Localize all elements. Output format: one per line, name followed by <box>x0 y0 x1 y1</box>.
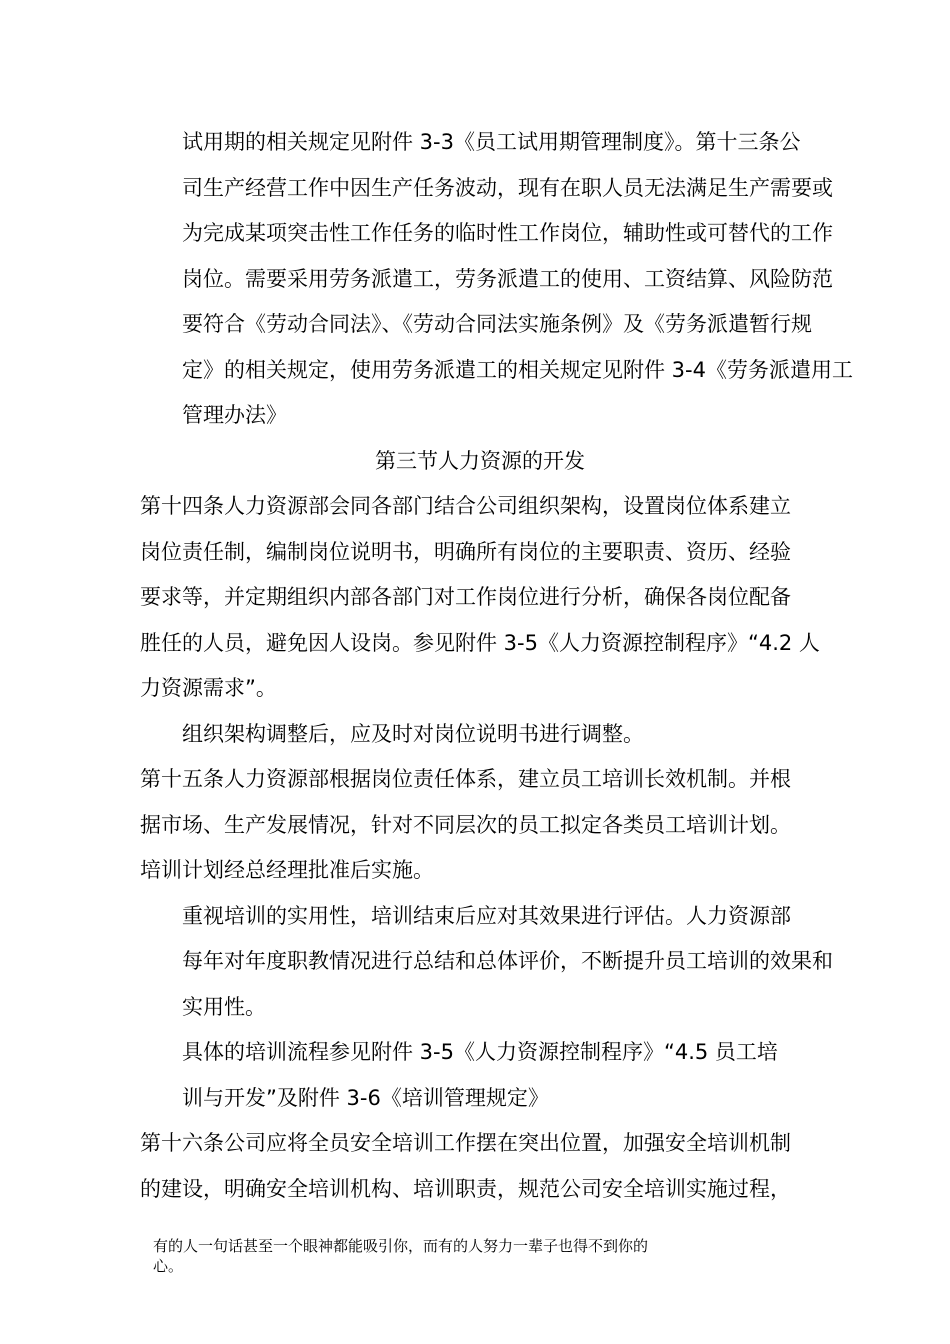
text-line: 实用性。 <box>182 994 266 1019</box>
paragraph-probation-dispatch <box>140 120 853 439</box>
text-line: 管理办法》 <box>182 403 287 427</box>
section-heading <box>140 439 820 485</box>
footer-line: 有的人一句话甚至一个眼神都能吸引你，而有的人努力一辈子也得不到你的 <box>153 1237 649 1255</box>
text-line: 力资源需求”。 <box>140 676 277 700</box>
text-line: 据市场、生产发展情况，针对不同层次的员工拟定各类员工培训计划。 <box>140 812 791 837</box>
text-line: 胜任的人员，避免因人设岗。参见附件 3-5《人力资源控制程序》“4.2 人 <box>140 630 820 655</box>
text-line: 岗位责任制，编制岗位说明书，明确所有岗位的主要职责、资历、经验 <box>140 539 791 564</box>
paragraph-training-process <box>140 1030 820 1121</box>
footer-line: 心。 <box>153 1257 184 1275</box>
text-line: 司生产经营工作中因生产任务波动，现有在职人员无法满足生产需要或 <box>182 175 833 200</box>
text-line: 第十五条人力资源部根据岗位责任体系，建立员工培训长效机制。并根 <box>140 767 791 791</box>
section-heading-text: 第三节人力资源的开发 <box>375 448 585 473</box>
text-line: 定》的相关规定，使用劳务派遣工的相关规定见附件 3-4《劳务派遣用工 <box>182 357 853 382</box>
text-line: 训与开发”及附件 3-6《培训管理规定》 <box>182 1085 549 1110</box>
text-line: 第十六条公司应将全员安全培训工作摆在突出位置，加强安全培训机制 <box>140 1131 791 1155</box>
text-line: 的建设，明确安全培训机构、培训职责，规范公司安全培训实施过程， <box>140 1176 791 1201</box>
text-line: 要求等，并定期组织内部各部门对工作岗位进行分析，确保各岗位配备 <box>140 585 791 609</box>
text-line: 岗位。需要采用劳务派遣工，劳务派遣工的使用、工资结算、风险防范 <box>182 266 833 291</box>
document-body <box>140 120 853 1212</box>
paragraph-article-16 <box>140 1121 820 1212</box>
text-line: 培训计划经总经理批准后实施。 <box>140 858 434 882</box>
paragraph-article-14 <box>140 484 820 712</box>
text-line: 重视培训的实用性，培训结束后应对其效果进行评估。人力资源部 <box>182 903 791 928</box>
text-line: 每年对年度职教情况进行总结和总体评价，不断提升员工培训的效果和 <box>182 949 833 973</box>
text-line: 具体的培训流程参见附件 3-5《人力资源控制程序》“4.5 员工培 <box>182 1040 778 1064</box>
page-footer <box>153 1236 733 1276</box>
paragraph-article-15 <box>140 757 820 894</box>
text-line: 为完成某项突击性工作任务的临时性工作岗位，辅助性或可替代的工作 <box>182 221 833 245</box>
text-line: 试用期的相关规定见附件 3-3《员工试用期管理制度》。第十三条公 <box>182 130 801 154</box>
paragraph-training-evaluation <box>140 894 833 1031</box>
paragraph-org-adjustment <box>140 712 820 758</box>
text-line: 要符合《劳动合同法》、《劳动合同法实施条例》及《劳务派遣暂行规 <box>182 312 812 336</box>
text-line: 第十四条人力资源部会同各部门结合公司组织架构，设置岗位体系建立 <box>140 494 791 518</box>
text-line: 组织架构调整后，应及时对岗位说明书进行调整。 <box>182 721 644 746</box>
